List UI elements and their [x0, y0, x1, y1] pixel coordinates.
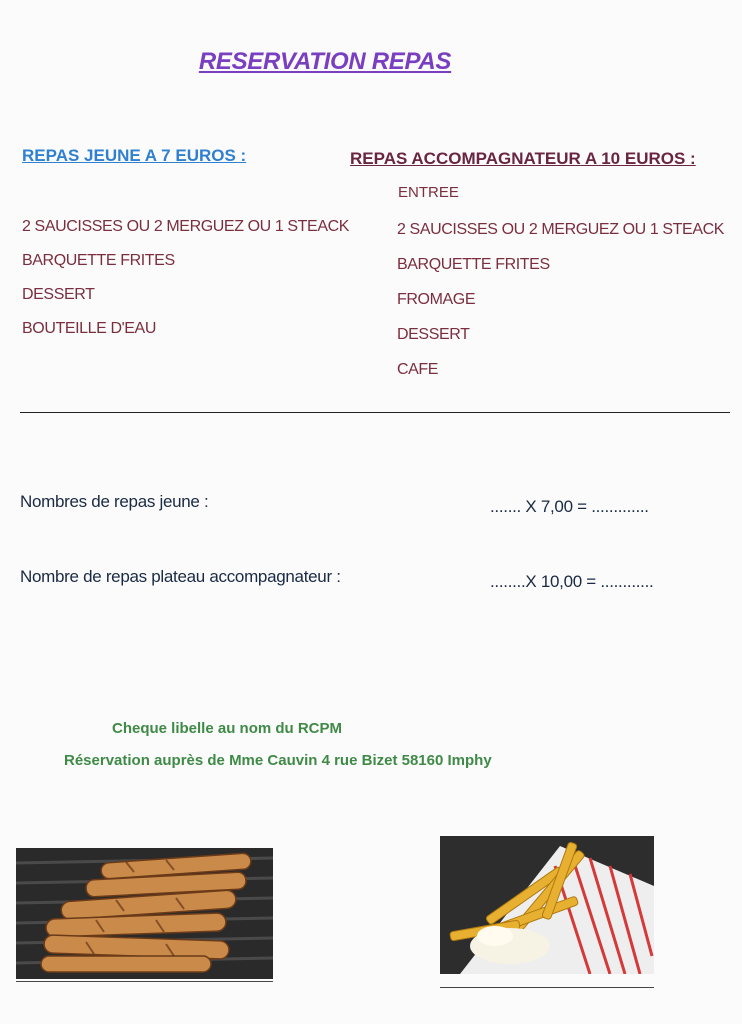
heading-repas-jeune: REPAS JEUNE A 7 EUROS : — [22, 146, 247, 165]
accompagnateur-menu-item: FROMAGE — [397, 291, 476, 308]
count-label-jeune: Nombres de repas jeune : — [20, 492, 209, 511]
reservation-contact: Réservation auprès de Mme Cauvin 4 rue Bizet 58160 Imphy — [64, 752, 492, 769]
accompagnateur-menu-list — [397, 221, 724, 396]
jeune-menu-item: BOUTEILLE D'EAU — [22, 320, 156, 337]
accompagnateur-menu-item: 2 SAUCISSES OU 2 MERGUEZ OU 1 STEACK — [397, 221, 725, 238]
accompagnateur-menu-item: BARQUETTE FRITES — [397, 256, 550, 273]
jeune-menu-item: DESSERT — [22, 286, 95, 303]
fries-photo — [440, 836, 654, 974]
count-label-accompagnateur: Nombre de repas plateau accompagnateur : — [20, 567, 341, 586]
count-formula-accompagnateur: ........X 10,00 = ............ — [490, 572, 654, 591]
accompagnateur-menu-item: DESSERT — [397, 326, 470, 343]
count-formula-jeune: ....... X 7,00 = ............. — [490, 497, 649, 516]
photo-underline — [16, 981, 273, 982]
jeune-menu-item: BARQUETTE FRITES — [22, 252, 175, 269]
sausages-photo — [16, 848, 273, 979]
jeune-menu-item: 2 SAUCISSES OU 2 MERGUEZ OU 1 STEACK — [22, 218, 350, 235]
page-title: RESERVATION REPAS — [198, 48, 452, 75]
photo-underline — [440, 987, 654, 988]
cheque-note: Cheque libelle au nom du RCPM — [112, 720, 343, 737]
jeune-menu-list — [22, 218, 349, 354]
heading-repas-accompagnateur: REPAS ACCOMPAGNATEUR A 10 EUROS : — [350, 149, 696, 168]
accompagnateur-entree: ENTREE — [398, 184, 459, 201]
divider-line — [20, 412, 730, 413]
accompagnateur-menu-item: CAFE — [397, 361, 439, 378]
